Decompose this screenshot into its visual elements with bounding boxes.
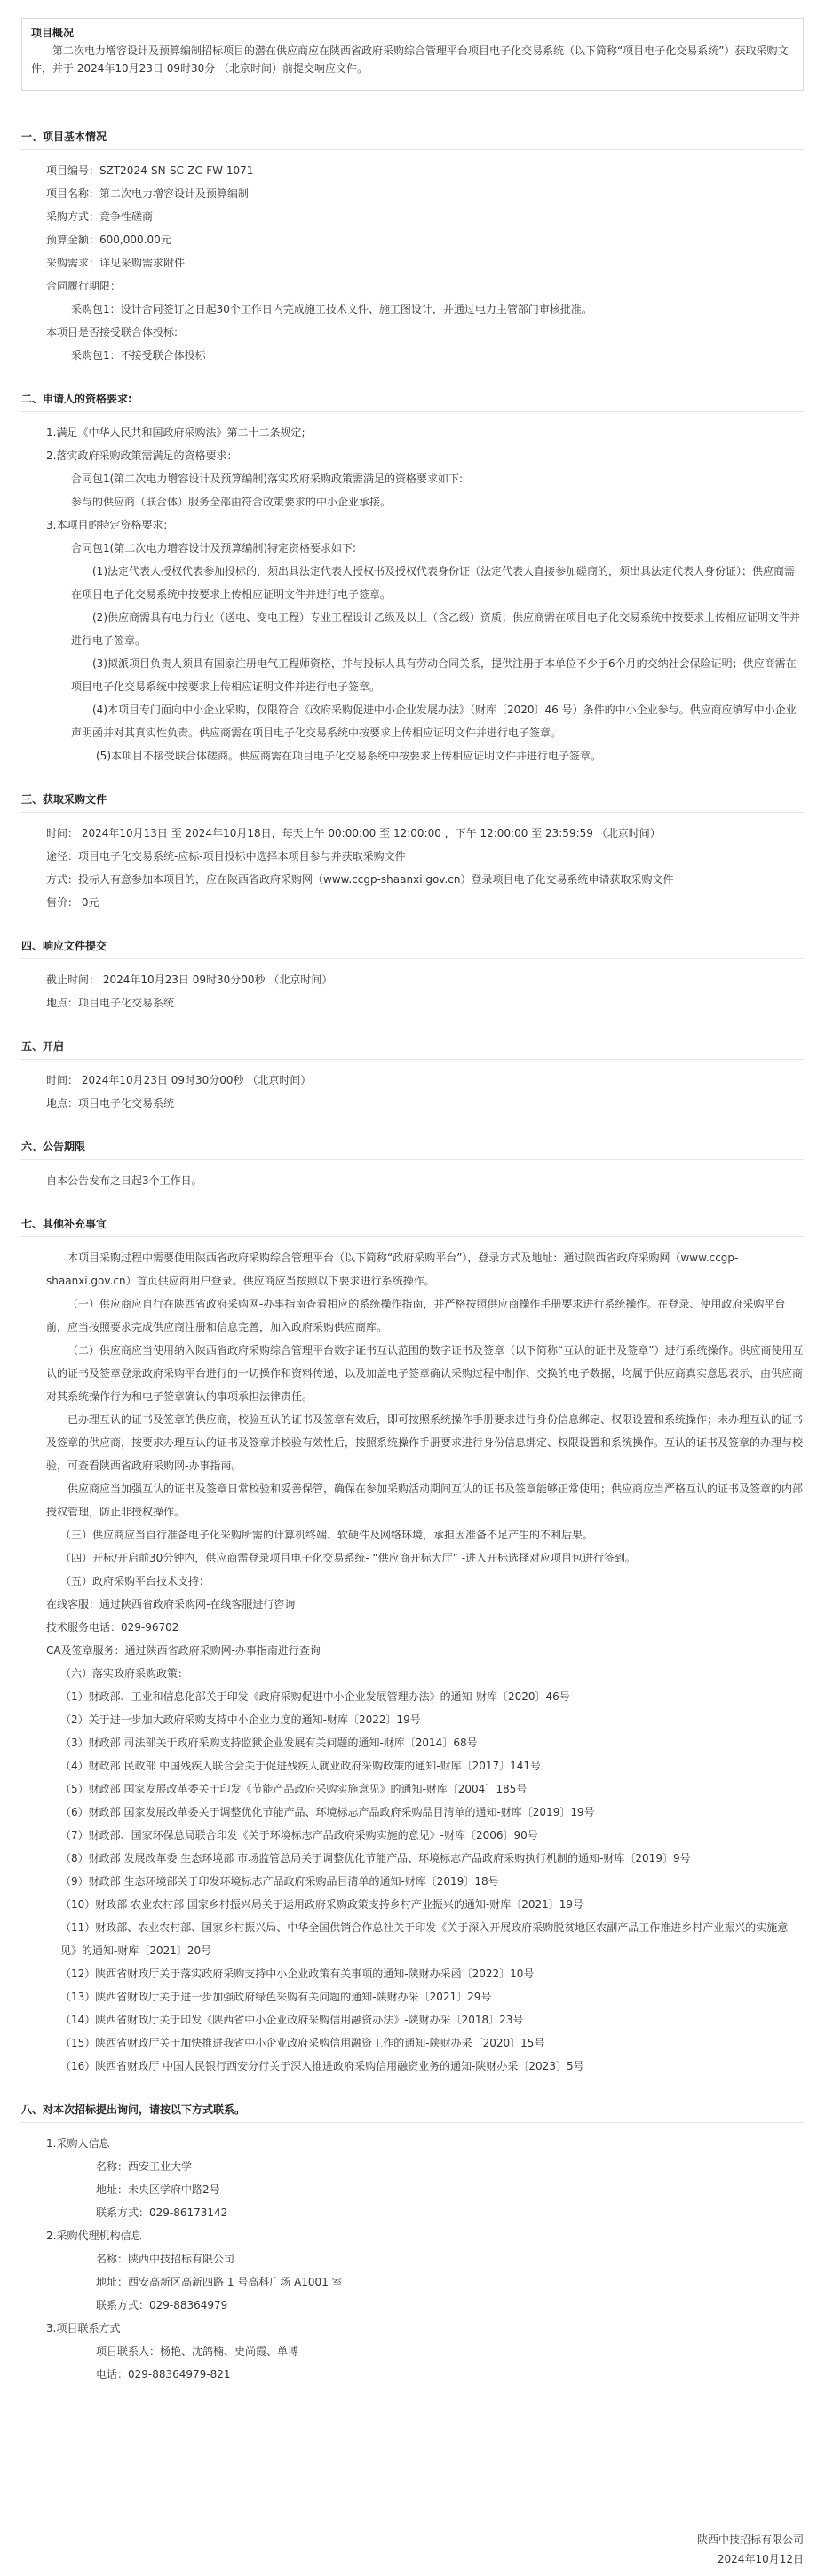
other-item-b: （二）供应商应当使用纳入陕西省政府采购综合管理平台数字证书互认范围的数字证书及签章（以下简称“互认的证书及签章”）进行系统操作。供应商使用互认的证书及签章登录政府采购平台进行的一切操作和资料传递，以及加盖电子签章确认采购过程中制作、交换的电子数据，均属于供应商真实意思表示，由供应商对其系统操作行为和电子签章确认的事项承担法律责任。 xyxy=(46,1344,804,1403)
submission-deadline: 截止时间： 2024年10月23日 09时30分00秒 （北京时间） xyxy=(46,974,333,986)
policy-item: （16）陕西省财政厅 中国人民银行西安分行关于深入推进政府采购信用融资业务的通知-陕财办采〔2023〕5号 xyxy=(60,2060,584,2072)
section-divider xyxy=(21,1159,804,1160)
policy-item: （1）财政部、工业和信息化部关于印发《政府采购促进中小企业发展管理办法》的通知-财库〔2020〕46号 xyxy=(60,1690,570,1703)
procurement-method: 采购方式：竞争性磋商 xyxy=(46,211,154,223)
consortium-label: 本项目是否接受联合体投标: xyxy=(46,326,178,338)
support-ca: CA及签章服务：通过陕西省政府采购网-办事指南进行查询 xyxy=(46,1644,321,1657)
opening-time: 时间： 2024年10月23日 09时30分00秒 （北京时间） xyxy=(46,1074,312,1086)
policy-item: （9）财政部 生态环境部关于印发环境标志产品政府采购品目清单的通知-财库〔2019〕18号 xyxy=(60,1875,499,1888)
requirement-1: 1.满足《中华人民共和国政府采购法》第二十二条规定; xyxy=(46,426,305,439)
policy-item: （10）财政部 农业农村部 国家乡村振兴局关于运用政府采购政策支持乡村产业振兴的通知-财库〔2021〕19号 xyxy=(60,1898,584,1911)
qualification-item-5: (5)本项目不接受联合体磋商。供应商需在项目电子化交易系统中按要求上传相应证明文件并进行电子签章。 xyxy=(96,750,602,762)
other-item-d: 供应商应当加强互认的证书及签章日常校验和妥善保管，确保在参加采购活动期间互认的证书及签章能够正常使用；供应商应当严格互认的证书及签章的内部授权管理，防止非授权操作。 xyxy=(46,1483,804,1518)
purchaser-phone: 联系方式：029-86173142 xyxy=(96,2206,228,2219)
project-contact-phone: 电话：029-88364979-821 xyxy=(96,2368,231,2381)
other-item-a: （一）供应商应自行在陕西省政府采购网-办事指南查看相应的系统操作指南，并严格按照供应商操作手册要求进行系统操作。在登录、使用政府采购平台前，应当按照要求完成供应商注册和信息完善，加入政府采购供应商库。 xyxy=(46,1298,786,1333)
other-item-k: （六）落实政府采购政策： xyxy=(60,1667,189,1680)
agency-address: 地址：西安高新区高新四路 1 号高科广场 A1001 室 xyxy=(96,2276,343,2288)
policy-item: （2）关于进一步加大政府采购支持中小企业力度的通知-财库〔2022〕19号 xyxy=(60,1713,421,1726)
section-submission xyxy=(21,937,804,1014)
section-divider xyxy=(21,958,804,959)
overview-title: 项目概况 xyxy=(31,27,75,39)
obtain-time: 时间： 2024年10月13日 至 2024年10月18日，每天上午 00:00:00 至 12:00:00 ，下午 12:00:00 至 23:59:59 （北京时间） xyxy=(46,827,661,839)
section-divider xyxy=(21,1236,804,1237)
section-title: 二、申请人的资格要求: xyxy=(21,393,132,405)
policy-item: （3）财政部 司法部关于政府采购支持监狱企业发展有关问题的通知-财库〔2014〕68号 xyxy=(60,1737,478,1749)
section-contact xyxy=(21,2101,804,2386)
policy-item: （8）财政部 发展改革委 生态环境部 市场监管总局关于调整优化节能产品、环境标志产品政府采购执行机制的通知-财库〔2019〕9号 xyxy=(60,1852,691,1864)
section-divider xyxy=(21,812,804,813)
section-basic-info xyxy=(21,128,804,367)
other-item-c: 已办理互认的证书及签章的供应商，校验互认的证书及签章有效后，即可按照系统操作手册要求进行身份信息绑定、权限设置和系统操作；未办理互认的证书及签章的供应商，按要求办理互认的证书及签章并校验有效性后，按照系统操作手册要求进行身份信息绑定、权限设置和系统操作。互认的证书及签章的办理与校验，可查看陕西省政府采购网-办事指南。 xyxy=(46,1413,804,1472)
section-divider xyxy=(21,411,804,412)
requirement-3-package: 合同包1(第二次电力增容设计及预算编制)特定资格要求如下: xyxy=(71,542,357,554)
qualification-item-4: (4)本项目专门面向中小企业采购，仅限符合《政府采购促进中小企业发展办法》（财库〔2020〕46 号）条件的中小企业参与。供应商应填写中小企业声明函并对其真实性负责。供应商需在项目电子化交易系统中按要求上传相应证明文件并进行电子签章。 xyxy=(71,704,797,739)
project-contact-heading: 3.项目联系方式 xyxy=(46,2322,121,2334)
requirement-2-detail: 参与的供应商（联合体）服务全部由符合政策要求的中小企业承接。 xyxy=(71,496,392,508)
obtain-route: 途径：项目电子化交易系统-应标-项目投标中选择本项目参与并获取采购文件 xyxy=(46,850,406,863)
section-title: 一、项目基本情况 xyxy=(21,131,107,143)
section-divider xyxy=(21,149,804,150)
agency-phone: 联系方式：029-88364979 xyxy=(96,2299,228,2311)
policy-item: （11）财政部、农业农村部、国家乡村振兴局、中华全国供销合作总社关于印发《关于深入开展政府采购脱贫地区农副产品工作推进乡村产业振兴的实施意见》的通知-财库〔2021〕20号 xyxy=(60,1921,789,1957)
qualification-item-2: (2)供应商需具有电力行业（送电、变电工程）专业工程设计乙级及以上（含乙级）资质；供应商需在项目电子化交易系统中按要求上传相应证明文件并进行电子签章。 xyxy=(71,611,801,647)
submission-place: 地点：项目电子化交易系统 xyxy=(46,997,175,1009)
signature-org: 陕西中技招标有限公司 xyxy=(696,2533,804,2546)
section-title: 六、公告期限 xyxy=(21,1141,86,1153)
support-phone: 技术服务电话：029-96702 xyxy=(46,1621,179,1634)
consortium-package: 采购包1：不接受联合体投标 xyxy=(71,349,206,362)
section-title: 三、获取采购文件 xyxy=(21,793,107,806)
policy-item: （14）陕西省财政厅关于印发《陕西省中小企业政府采购信用融资办法》-陕财办采〔2018〕23号 xyxy=(60,2014,524,2026)
section-title: 五、开启 xyxy=(21,1040,65,1053)
project-name: 项目名称：第二次电力增容设计及预算编制 xyxy=(46,187,250,200)
purchaser-heading: 1.采购人信息 xyxy=(46,2137,110,2150)
policy-item: （6）财政部 国家发展改革委关于调整优化节能产品、环境标志产品政府采购品目清单的通知-财库〔2019〕19号 xyxy=(60,1806,595,1818)
section-title: 七、其他补充事宜 xyxy=(21,1218,107,1230)
section-notice-period xyxy=(21,1138,804,1192)
opening-place: 地点：项目电子化交易系统 xyxy=(46,1097,175,1109)
other-intro: 本项目采购过程中需要使用陕西省政府采购综合管理平台（以下简称“政府采购平台”），登录方式及地址：通过陕西省政府采购网（www.ccgp-shaanxi.gov.cn）首页供应商用户登录。供应商应当按照以下要求进行系统操作。 xyxy=(46,1252,739,1287)
policy-item: （7）财政部、国家环保总局联合印发《关于环境标志产品政府采购实施的意见》-财库〔2006〕90号 xyxy=(60,1829,538,1841)
budget-amount: 预算金额：600,000.00元 xyxy=(46,234,171,246)
policy-item: （12）陕西省财政厅关于落实政府采购支持中小企业政策有关事项的通知-陕财办采函〔2022〕10号 xyxy=(60,1968,535,1980)
requirement-2: 2.落实政府采购政策需满足的资格要求： xyxy=(46,449,238,462)
section-opening xyxy=(21,1038,804,1115)
obtain-method: 方式：投标人有意参加本项目的，应在陕西省政府采购网（www.ccgp-shaanxi.gov.cn）登录项目电子化交易系统申请获取采购文件 xyxy=(46,873,674,886)
overview-text: 第二次电力增容设计及预算编制招标项目的潜在供应商应在陕西省政府采购综合管理平台项目电子化交易系统（以下简称“项目电子化交易系统”）获取采购文件，并于 2024年10月23日 09时30分 （北京时间）前提交响应文件。 xyxy=(31,44,789,75)
document-price: 售价： 0元 xyxy=(46,896,99,909)
section-divider xyxy=(21,2122,804,2123)
other-item-g: （五）政府采购平台技术支持： xyxy=(60,1575,210,1587)
policy-item: （5）财政部 国家发展改革委关于印发《节能产品政府采购实施意见》的通知-财库〔2004〕185号 xyxy=(60,1783,528,1795)
notice-period-text: 自本公告发布之日起3个工作日。 xyxy=(46,1174,202,1187)
section-title: 四、响应文件提交 xyxy=(21,940,107,952)
section-title: 八、对本次招标提出询问，请按以下方式联系。 xyxy=(21,2103,246,2116)
signature-block xyxy=(697,2530,804,2569)
support-online: 在线客服：通过陕西省政府采购网-在线客服进行咨询 xyxy=(46,1598,296,1610)
qualification-item-3: (3)拟派项目负责人须具有国家注册电气工程师资格，并与投标人具有劳动合同关系，提供注册于本单位不少于6个月的交纳社会保险证明；供应商需在项目电子化交易系统中按要求上传相应证明文件并进行电子签章。 xyxy=(71,657,797,693)
agency-name: 名称：陕西中技招标有限公司 xyxy=(96,2253,235,2265)
section-qualification xyxy=(21,390,804,767)
other-item-f: （四）开标/开启前30分钟内，供应商需登录项目电子化交易系统- “供应商开标大厅” -进入开标选择对应项目包进行签到。 xyxy=(60,1552,637,1564)
signature-date: 2024年10月12日 xyxy=(717,2553,804,2565)
policy-item: （15）陕西省财政厅关于加快推进我省中小企业政府采购信用融资工作的通知-陕财办采〔2020〕15号 xyxy=(60,2037,545,2049)
policy-item: （13）陕西省财政厅关于进一步加强政府绿色采购有关问题的通知-陕财办采〔2021〕29号 xyxy=(60,1991,492,2003)
requirement-3: 3.本项目的特定资格要求： xyxy=(46,519,174,531)
requirement-2-package: 合同包1(第二次电力增容设计及预算编制)落实政府采购政策需满足的资格要求如下: xyxy=(71,473,464,485)
section-other-matters xyxy=(21,1215,804,2078)
project-overview-box xyxy=(21,18,804,91)
other-item-e: （三）供应商应当自行准备电子化采购所需的计算机终端、软硬件及网络环境，承担因准备不足产生的不利后果。 xyxy=(60,1529,594,1541)
procurement-demand: 采购需求：详见采购需求附件 xyxy=(46,257,186,269)
project-contact-people: 项目联系人：杨艳、沈鸽楠、史尚霞、单博 xyxy=(96,2345,299,2357)
qualification-item-1: (1)法定代表人授权代表参加投标的，须出具法定代表人授权书及授权代表身份证（法定代表人直接参加磋商的，须出具法定代表人身份证）；供应商需在项目电子化交易系统中按要求上传相应证明文件并进行电子签章。 xyxy=(71,565,796,600)
purchaser-name: 名称：西安工业大学 xyxy=(96,2160,193,2173)
policy-item: （4）财政部 民政部 中国残疾人联合会关于促进残疾人就业政府采购政策的通知-财库〔2017〕141号 xyxy=(60,1760,542,1772)
section-obtain-documents xyxy=(21,791,804,914)
section-divider xyxy=(21,1059,804,1060)
purchaser-address: 地址：未央区学府中路2号 xyxy=(96,2183,220,2196)
contract-period-package: 采购包1：设计合同签订之日起30个工作日内完成施工技术文件、施工图设计，并通过电力主管部门审核批准。 xyxy=(71,303,592,315)
project-number: 项目编号：SZT2024-SN-SC-ZC-FW-1071 xyxy=(46,164,254,177)
agency-heading: 2.采购代理机构信息 xyxy=(46,2230,142,2242)
contract-period-label: 合同履行期限： xyxy=(46,280,122,292)
